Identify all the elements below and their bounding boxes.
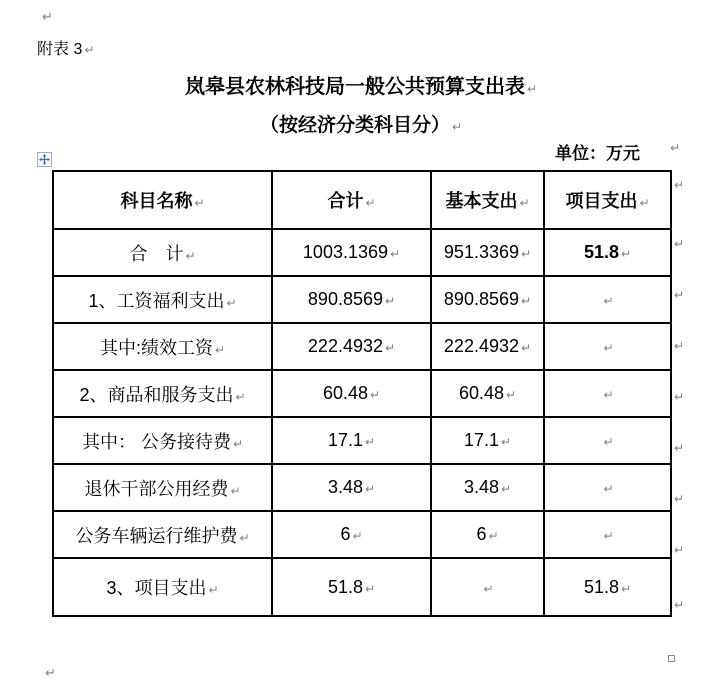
cell-end-mark: ↵ <box>603 529 614 543</box>
cell-project[interactable]: 51.8 ↵ <box>544 229 671 276</box>
column-header-project[interactable]: 项目支出 ↵ <box>544 171 671 229</box>
cell-end-mark: ↵ <box>352 529 363 543</box>
table-row <box>53 558 671 616</box>
cell-total[interactable]: 6 ↵ <box>272 511 431 558</box>
cell-subject[interactable]: 3、项目支出 ↵ <box>53 558 272 616</box>
cell-end-mark: ↵ <box>235 389 246 404</box>
column-header-subject[interactable]: 科目名称 ↵ <box>53 171 272 229</box>
cell-subject[interactable]: 退休干部公用经费 ↵ <box>53 464 272 511</box>
cell-basic[interactable] <box>431 558 544 616</box>
paragraph-mark: ↵ <box>451 120 463 134</box>
table-row <box>53 417 671 464</box>
cell-end-mark: ↵ <box>226 295 237 310</box>
cell-end-mark: ↵ <box>500 482 512 496</box>
cell-project[interactable] <box>544 323 671 370</box>
page-title[interactable] <box>52 70 670 99</box>
cell-end-mark: ↵ <box>603 388 614 402</box>
cell-end-mark: ↵ <box>365 196 376 210</box>
table-row <box>53 511 671 558</box>
row-end-mark: ↵ <box>674 441 685 455</box>
cell-end-mark: ↵ <box>214 342 226 357</box>
cell-total[interactable]: 3.48 ↵ <box>272 464 431 511</box>
cell-end-mark: ↵ <box>239 530 250 545</box>
table-row <box>53 276 671 323</box>
cell-end-mark: ↵ <box>385 294 396 308</box>
paragraph-mark: ↵ <box>45 666 56 681</box>
cell-subject[interactable]: 其中： 公务接待费 ↵ <box>53 417 272 464</box>
cell-project[interactable] <box>544 370 671 417</box>
column-header-total[interactable]: 合计 ↵ <box>272 171 431 229</box>
cell-end-mark: ↵ <box>620 247 632 261</box>
table-row <box>53 370 671 417</box>
cell-end-mark: ↵ <box>194 196 205 210</box>
cell-total[interactable]: 17.1 ↵ <box>272 417 431 464</box>
cell-basic[interactable]: 60.48 ↵ <box>431 370 544 417</box>
cell-end-mark: ↵ <box>390 247 401 261</box>
cell-subject[interactable]: 公务车辆运行维护费 ↵ <box>53 511 272 558</box>
cell-project[interactable] <box>544 511 671 558</box>
cell-end-mark: ↵ <box>505 388 517 402</box>
cell-end-mark: ↵ <box>603 482 614 496</box>
cell-end-mark: ↵ <box>364 435 376 449</box>
cell-project[interactable] <box>544 417 671 464</box>
cell-end-mark: ↵ <box>620 581 632 596</box>
cell-end-mark: ↵ <box>521 341 532 355</box>
cell-end-mark: ↵ <box>483 581 494 596</box>
cell-subject[interactable]: 其中:绩效工资 ↵ <box>53 323 272 370</box>
cell-subject[interactable]: 2、商品和服务支出 ↵ <box>53 370 272 417</box>
cell-end-mark: ↵ <box>639 196 650 210</box>
cell-total[interactable]: 1003.1369 ↵ <box>272 229 431 276</box>
move-icon <box>39 154 50 165</box>
cell-end-mark: ↵ <box>230 483 241 498</box>
cell-project[interactable] <box>544 464 671 511</box>
cell-basic[interactable]: 17.1 ↵ <box>431 417 544 464</box>
page-annotation[interactable] <box>37 36 94 59</box>
paragraph-mark: ↵ <box>526 82 538 96</box>
cell-end-mark: ↵ <box>521 294 532 308</box>
row-end-mark: ↵ <box>674 178 685 192</box>
table-move-handle[interactable] <box>37 152 52 167</box>
cell-total[interactable]: 222.4932 ↵ <box>272 323 431 370</box>
cell-subject[interactable]: 1、工资福利支出 ↵ <box>53 276 272 323</box>
column-header-basic[interactable]: 基本支出 ↵ <box>431 171 544 229</box>
title-text: 岚皋县农林科技局一般公共预算支出表 <box>184 76 525 98</box>
row-end-mark: ↵ <box>674 543 685 557</box>
paragraph-mark: ↵ <box>84 43 95 57</box>
cell-end-mark: ↵ <box>603 435 614 449</box>
cell-project[interactable]: 51.8 ↵ <box>544 558 671 616</box>
cell-end-mark: ↵ <box>364 581 376 596</box>
subtitle-text: （按经济分类科目分） <box>259 115 450 136</box>
unit-label[interactable]: 单位：万元 <box>555 144 640 163</box>
cell-end-mark: ↵ <box>232 436 244 451</box>
cell-basic[interactable]: 6 ↵ <box>431 511 544 558</box>
cell-end-mark: ↵ <box>369 388 381 402</box>
cell-end-mark: ↵ <box>603 341 614 355</box>
cell-end-mark: ↵ <box>385 341 396 355</box>
cell-end-mark: ↵ <box>208 583 219 597</box>
cell-basic[interactable]: 3.48 ↵ <box>431 464 544 511</box>
page-subtitle[interactable] <box>52 110 670 137</box>
annotation-text: 附表 3 <box>37 41 83 58</box>
cell-total[interactable]: 60.48 ↵ <box>272 370 431 417</box>
row-end-mark: ↵ <box>674 237 685 251</box>
table-row <box>53 323 671 370</box>
row-end-mark: ↵ <box>674 339 685 353</box>
table-resize-handle[interactable] <box>668 655 675 662</box>
row-end-mark: ↵ <box>674 390 685 404</box>
cell-end-mark: ↵ <box>500 435 512 449</box>
cell-project[interactable] <box>544 276 671 323</box>
cell-subject[interactable]: 合 计 ↵ <box>53 229 272 276</box>
cell-end-mark: ↵ <box>488 529 499 543</box>
table-row <box>53 464 671 511</box>
row-end-mark: ↵ <box>674 288 685 302</box>
cell-end-mark: ↵ <box>521 247 532 261</box>
cell-basic[interactable]: 222.4932 ↵ <box>431 323 544 370</box>
cell-basic[interactable]: 951.3369 ↵ <box>431 229 544 276</box>
table-header-row <box>53 171 671 229</box>
paragraph-mark: ↵ <box>42 10 53 25</box>
cell-basic[interactable]: 890.8569 ↵ <box>431 276 544 323</box>
cell-total[interactable]: 890.8569 ↵ <box>272 276 431 323</box>
row-end-mark: ↵ <box>674 492 685 506</box>
table-row <box>53 229 671 276</box>
cell-total[interactable]: 51.8 ↵ <box>272 558 431 616</box>
cell-end-mark: ↵ <box>185 248 196 263</box>
paragraph-mark: ↵ <box>670 141 681 155</box>
cell-end-mark: ↵ <box>519 196 530 210</box>
cell-end-mark: ↵ <box>603 294 614 308</box>
budget-table <box>52 170 672 617</box>
cell-end-mark: ↵ <box>364 482 376 496</box>
row-end-mark: ↵ <box>674 598 685 612</box>
